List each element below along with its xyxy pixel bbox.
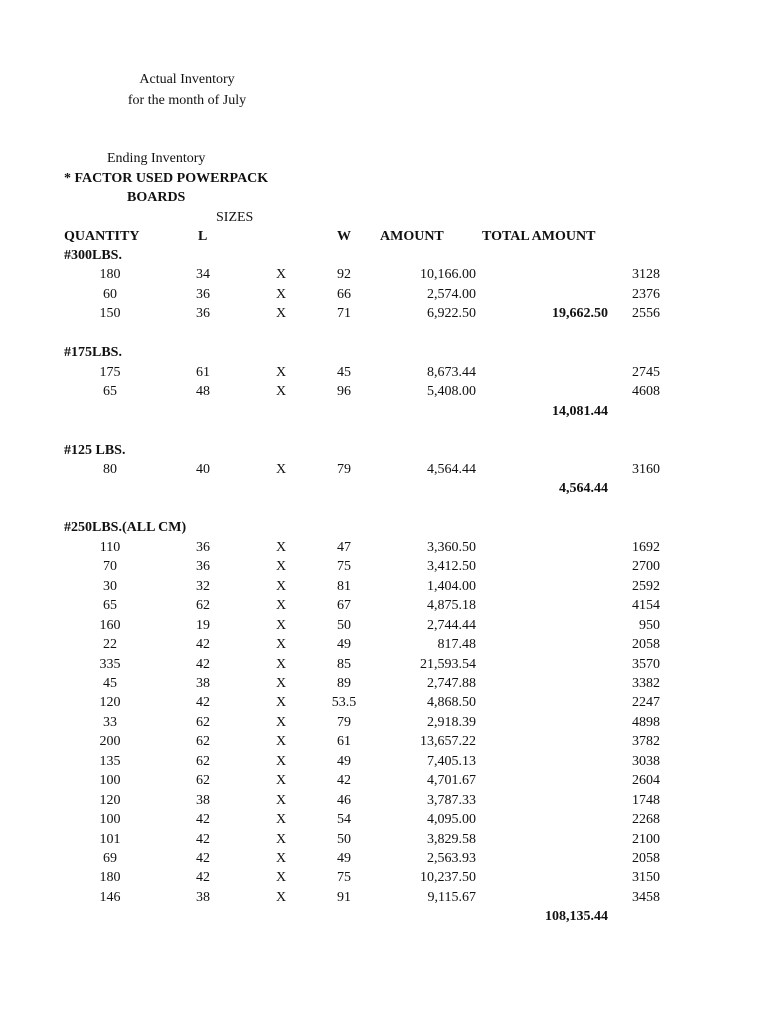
length-cell: 42 bbox=[196, 812, 210, 827]
times-cell: X bbox=[275, 695, 287, 711]
group-total: 4,564.44 bbox=[559, 481, 608, 497]
width-cell: 50 bbox=[337, 831, 351, 847]
document-title: Actual Inventory bbox=[139, 72, 235, 87]
width-cell: 49 bbox=[337, 753, 351, 769]
quantity-cell: 101 bbox=[99, 831, 121, 847]
length-cell: 42 bbox=[196, 850, 210, 866]
amount-cell: 6,922.50 bbox=[427, 306, 476, 322]
amount-cell: 13,657.22 bbox=[420, 734, 476, 750]
quantity-cell: 180 bbox=[99, 267, 121, 283]
group-heading: #175LBS. bbox=[64, 345, 122, 361]
amount-cell: 10,166.00 bbox=[420, 267, 476, 283]
quantity-cell: 150 bbox=[99, 306, 121, 322]
code-cell: 2556 bbox=[632, 306, 660, 322]
length-cell: 42 bbox=[196, 831, 210, 847]
times-cell: X bbox=[275, 617, 287, 633]
times-cell: X bbox=[275, 753, 287, 769]
quantity-cell: 335 bbox=[99, 656, 121, 672]
code-cell: 950 bbox=[639, 617, 660, 633]
code-cell: 3150 bbox=[632, 870, 660, 886]
amount-cell: 3,360.50 bbox=[427, 539, 476, 555]
width-cell: 47 bbox=[337, 539, 351, 555]
times-cell: X bbox=[275, 598, 287, 614]
width-cell: 89 bbox=[337, 675, 351, 691]
times-cell: X bbox=[275, 578, 287, 594]
code-cell: 2058 bbox=[632, 637, 660, 652]
times-cell: X bbox=[275, 773, 287, 789]
quantity-cell: 100 bbox=[99, 773, 121, 789]
code-cell: 1692 bbox=[632, 539, 660, 555]
length-cell: 62 bbox=[196, 734, 210, 750]
times-cell: X bbox=[275, 384, 287, 400]
times-cell: X bbox=[275, 734, 287, 750]
quantity-cell: 200 bbox=[99, 734, 121, 750]
width-cell: 79 bbox=[337, 714, 351, 730]
quantity-cell: 100 bbox=[99, 812, 121, 827]
width-cell: 96 bbox=[337, 384, 351, 400]
length-cell: 42 bbox=[196, 637, 210, 652]
length-cell: 42 bbox=[196, 695, 210, 711]
width-cell: 67 bbox=[337, 598, 351, 614]
times-cell: X bbox=[275, 656, 287, 672]
times-cell: X bbox=[275, 461, 287, 477]
quantity-cell: 70 bbox=[103, 559, 117, 575]
total-amount-cell: 19,662.50 bbox=[552, 306, 608, 322]
quantity-cell: 22 bbox=[103, 637, 117, 652]
length-cell: 34 bbox=[196, 267, 210, 283]
width-cell: 50 bbox=[337, 617, 351, 633]
quantity-cell: 65 bbox=[103, 384, 117, 400]
code-cell: 2247 bbox=[632, 695, 660, 711]
group-total: 108,135.44 bbox=[545, 909, 608, 925]
length-cell: 62 bbox=[196, 753, 210, 769]
amount-cell: 3,787.33 bbox=[427, 792, 476, 808]
length-cell: 48 bbox=[196, 384, 210, 400]
quantity-cell: 175 bbox=[99, 364, 121, 380]
quantity-cell: 30 bbox=[103, 578, 117, 594]
code-cell: 3570 bbox=[632, 656, 660, 672]
length-cell: 62 bbox=[196, 598, 210, 614]
width-cell: 53.5 bbox=[331, 695, 357, 711]
amount-cell: 2,563.93 bbox=[427, 850, 476, 866]
times-cell: X bbox=[275, 539, 287, 555]
group-heading: #300LBS. bbox=[64, 248, 122, 263]
length-cell: 36 bbox=[196, 539, 210, 555]
amount-cell: 9,115.67 bbox=[427, 889, 476, 905]
width-cell: 71 bbox=[337, 306, 351, 322]
amount-cell: 4,564.44 bbox=[427, 461, 476, 477]
quantity-cell: 45 bbox=[103, 675, 117, 691]
length-cell: 42 bbox=[196, 656, 210, 672]
amount-cell: 2,918.39 bbox=[427, 714, 476, 730]
group-total: 14,081.44 bbox=[552, 403, 608, 419]
quantity-cell: 146 bbox=[99, 889, 121, 905]
times-cell: X bbox=[275, 364, 287, 380]
document-subtitle: for the month of July bbox=[127, 93, 247, 108]
times-cell: X bbox=[275, 267, 287, 283]
factor-note-line2: BOARDS bbox=[127, 190, 186, 205]
code-cell: 2745 bbox=[632, 364, 660, 380]
width-cell: 61 bbox=[337, 734, 351, 750]
amount-cell: 4,868.50 bbox=[427, 695, 476, 711]
length-cell: 62 bbox=[196, 714, 210, 730]
width-cell: 54 bbox=[337, 812, 351, 827]
code-cell: 3038 bbox=[632, 753, 660, 769]
width-cell: 75 bbox=[337, 870, 351, 886]
width-cell: 75 bbox=[337, 559, 351, 575]
length-cell: 36 bbox=[196, 559, 210, 575]
length-cell: 38 bbox=[196, 792, 210, 808]
width-cell: 46 bbox=[337, 792, 351, 808]
width-cell: 42 bbox=[337, 773, 351, 789]
length-cell: 62 bbox=[196, 773, 210, 789]
width-cell: 91 bbox=[337, 889, 351, 905]
code-cell: 4898 bbox=[632, 714, 660, 730]
code-cell: 4608 bbox=[632, 384, 660, 400]
quantity-cell: 110 bbox=[99, 539, 121, 555]
length-cell: 36 bbox=[196, 306, 210, 322]
length-cell: 38 bbox=[196, 889, 210, 905]
section-title: Ending Inventory bbox=[107, 151, 206, 166]
quantity-cell: 33 bbox=[103, 714, 117, 730]
length-cell: 61 bbox=[196, 364, 210, 380]
times-cell: X bbox=[275, 792, 287, 808]
width-cell: 79 bbox=[337, 461, 351, 477]
times-cell: X bbox=[275, 889, 287, 905]
amount-cell: 4,701.67 bbox=[427, 773, 476, 789]
code-cell: 3782 bbox=[632, 734, 660, 750]
amount-cell: 1,404.00 bbox=[427, 578, 476, 594]
column-header-l: L bbox=[198, 229, 208, 244]
amount-cell: 21,593.54 bbox=[420, 656, 476, 672]
quantity-cell: 65 bbox=[103, 598, 117, 614]
width-cell: 81 bbox=[337, 578, 351, 594]
code-cell: 4154 bbox=[632, 598, 660, 614]
code-cell: 2376 bbox=[632, 286, 660, 302]
width-cell: 49 bbox=[337, 637, 351, 652]
amount-cell: 2,744.44 bbox=[427, 617, 476, 633]
amount-cell: 4,095.00 bbox=[427, 812, 476, 827]
length-cell: 36 bbox=[196, 286, 210, 302]
times-cell: X bbox=[275, 286, 287, 302]
factor-note-line1: * FACTOR USED POWERPACK bbox=[64, 171, 269, 186]
amount-cell: 3,412.50 bbox=[427, 559, 476, 575]
length-cell: 19 bbox=[196, 617, 210, 633]
times-cell: X bbox=[275, 850, 287, 866]
column-header-w: W bbox=[337, 229, 351, 244]
times-cell: X bbox=[275, 675, 287, 691]
length-cell: 42 bbox=[196, 870, 210, 886]
amount-cell: 2,574.00 bbox=[427, 286, 476, 302]
width-cell: 66 bbox=[337, 286, 351, 302]
column-header-amount: AMOUNT bbox=[380, 229, 444, 244]
quantity-cell: 80 bbox=[103, 461, 117, 477]
quantity-cell: 60 bbox=[103, 286, 117, 302]
code-cell: 3128 bbox=[632, 267, 660, 283]
width-cell: 45 bbox=[337, 364, 351, 380]
length-cell: 32 bbox=[196, 578, 210, 594]
width-cell: 85 bbox=[337, 656, 351, 672]
code-cell: 2058 bbox=[632, 850, 660, 866]
times-cell: X bbox=[275, 812, 287, 827]
length-cell: 38 bbox=[196, 675, 210, 691]
length-cell: 40 bbox=[196, 461, 210, 477]
quantity-cell: 135 bbox=[99, 753, 121, 769]
amount-cell: 817.48 bbox=[437, 637, 476, 652]
sizes-label: SIZES bbox=[216, 210, 254, 225]
times-cell: X bbox=[275, 870, 287, 886]
times-cell: X bbox=[275, 306, 287, 322]
amount-cell: 7,405.13 bbox=[427, 753, 476, 769]
code-cell: 2700 bbox=[632, 559, 660, 575]
quantity-cell: 120 bbox=[99, 792, 121, 808]
width-cell: 49 bbox=[337, 850, 351, 866]
code-cell: 1748 bbox=[632, 792, 660, 808]
code-cell: 2592 bbox=[632, 578, 660, 594]
code-cell: 2268 bbox=[632, 812, 660, 827]
group-heading: #250LBS.(ALL CM) bbox=[64, 520, 187, 536]
quantity-cell: 120 bbox=[99, 695, 121, 711]
times-cell: X bbox=[275, 637, 287, 652]
amount-cell: 4,875.18 bbox=[427, 598, 476, 614]
times-cell: X bbox=[275, 831, 287, 847]
quantity-cell: 180 bbox=[99, 870, 121, 886]
times-cell: X bbox=[275, 714, 287, 730]
code-cell: 3382 bbox=[632, 675, 660, 691]
quantity-cell: 160 bbox=[99, 617, 121, 633]
amount-cell: 5,408.00 bbox=[427, 384, 476, 400]
column-header-total-amount: TOTAL AMOUNT bbox=[482, 229, 596, 244]
code-cell: 2604 bbox=[632, 773, 660, 789]
code-cell: 2100 bbox=[632, 831, 660, 847]
width-cell: 92 bbox=[337, 267, 351, 283]
amount-cell: 2,747.88 bbox=[427, 675, 476, 691]
code-cell: 3458 bbox=[632, 889, 660, 905]
amount-cell: 8,673.44 bbox=[427, 364, 476, 380]
amount-cell: 10,237.50 bbox=[420, 870, 476, 886]
quantity-cell: 69 bbox=[103, 850, 117, 866]
amount-cell: 3,829.58 bbox=[427, 831, 476, 847]
column-header-quantity: QUANTITY bbox=[64, 229, 140, 244]
times-cell: X bbox=[275, 559, 287, 575]
code-cell: 3160 bbox=[632, 461, 660, 477]
group-heading: #125 LBS. bbox=[64, 442, 126, 458]
